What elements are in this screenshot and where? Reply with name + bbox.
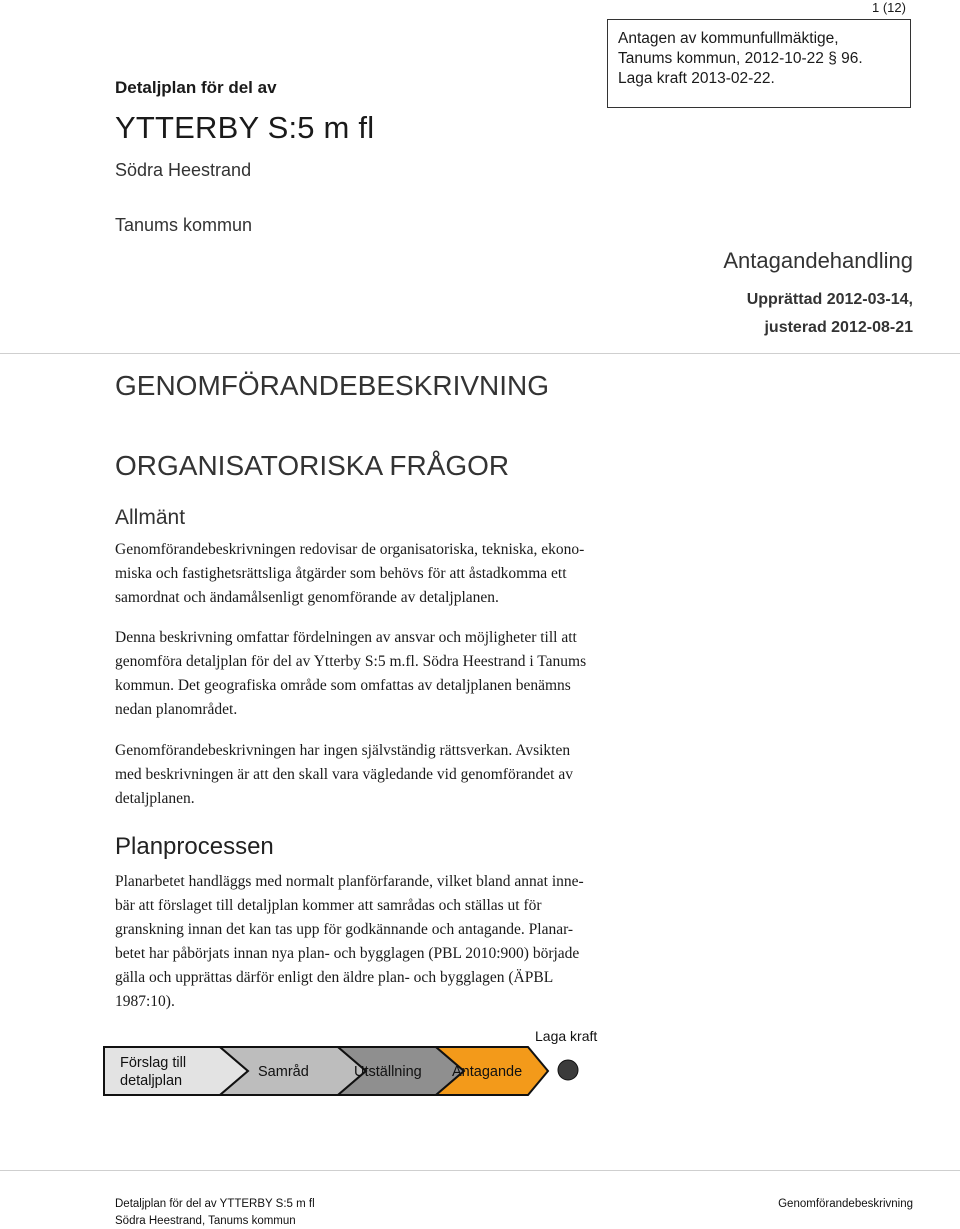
laga-kraft-label: Laga kraft (535, 1028, 598, 1044)
step-forslag-label-1: Förslag till (120, 1055, 187, 1071)
footer-right: Genomförandebeskrivning (778, 1198, 913, 1210)
general-paragraph-1: Genomförandebeskrivningen redovisar de organisatoriska, tekniska, ekono- miska och fastighetsrättsliga åtgärder som behövs för att åstadkomma ett samordnat och ändamålsenligt genomförande av detaljplanen. (115, 541, 585, 606)
document-title: GENOMFÖRANDEBESKRIVNING (115, 370, 550, 401)
stamp-line-3: Laga kraft 2013-02-22. (618, 70, 775, 87)
plan-label: Detaljplan för del av (115, 78, 277, 97)
footer-left-line-1: Detaljplan för del av YTTERBY S:5 m fl (115, 1198, 315, 1210)
adoption-stamp-box (607, 19, 911, 108)
planprocess-heading: Planprocessen (115, 833, 274, 860)
plan-location: Södra Heestrand (115, 160, 252, 180)
date-created: Upprättad 2012-03-14, (746, 291, 913, 308)
footer-divider (0, 1170, 960, 1171)
header-divider (0, 353, 960, 354)
laga-kraft-marker (558, 1060, 578, 1080)
page-number: 1 (12) (872, 0, 906, 15)
plan-name: YTTERBY S:5 m fl (115, 110, 375, 145)
step-forslag-label-2: detaljplan (120, 1073, 183, 1089)
stamp-line-1: Antagen av kommunfullmäktige, (618, 30, 839, 47)
date-adjusted: justerad 2012-08-21 (764, 319, 913, 336)
plan-process-diagram (102, 1024, 642, 1104)
general-paragraph-3: Genomförandebeskrivningen har ingen självständig rättsverkan. Avsikten med beskrivningen är att den skall vara vägledande vid genomförandet av detaljplanen. (115, 742, 573, 807)
document-type: Antagandehandling (723, 248, 913, 273)
planprocess-paragraph: Planarbetet handläggs med normalt planförfarande, vilket bland annat inne- bär att förslaget till detaljplan kommer att samrådas och ställas ut för granskning innan det kan tas upp för godkännande och antagande. Planar- betet har påbörjats innan nya plan- och bygglagen (PBL 2010:900) började gälla och upprättas därför enligt den äldre plan- och bygglagen (ÄPBL 1987:10). (115, 873, 584, 1010)
step-antagande-label: Antagande (452, 1064, 523, 1080)
general-paragraph-2: Denna beskrivning omfattar fördelningen av ansvar och möjligheter till att genomföra detaljplan för del av Ytterby S:5 m.fl. Södra Heestrand i Tanums kommun. Det geografiska område som omfattas av detaljplanen benämns nedan planområdet. (115, 629, 587, 718)
step-samrad-label: Samråd (258, 1064, 309, 1080)
stamp-line-2: Tanums kommun, 2012-10-22 § 96. (618, 50, 863, 67)
section-title: ORGANISATORISKA FRÅGOR (115, 450, 510, 481)
footer-left-line-2: Södra Heestrand, Tanums kommun (115, 1215, 296, 1227)
general-heading: Allmänt (115, 506, 186, 529)
step-utstallning-label: Utställning (354, 1064, 422, 1080)
municipality: Tanums kommun (115, 215, 253, 235)
